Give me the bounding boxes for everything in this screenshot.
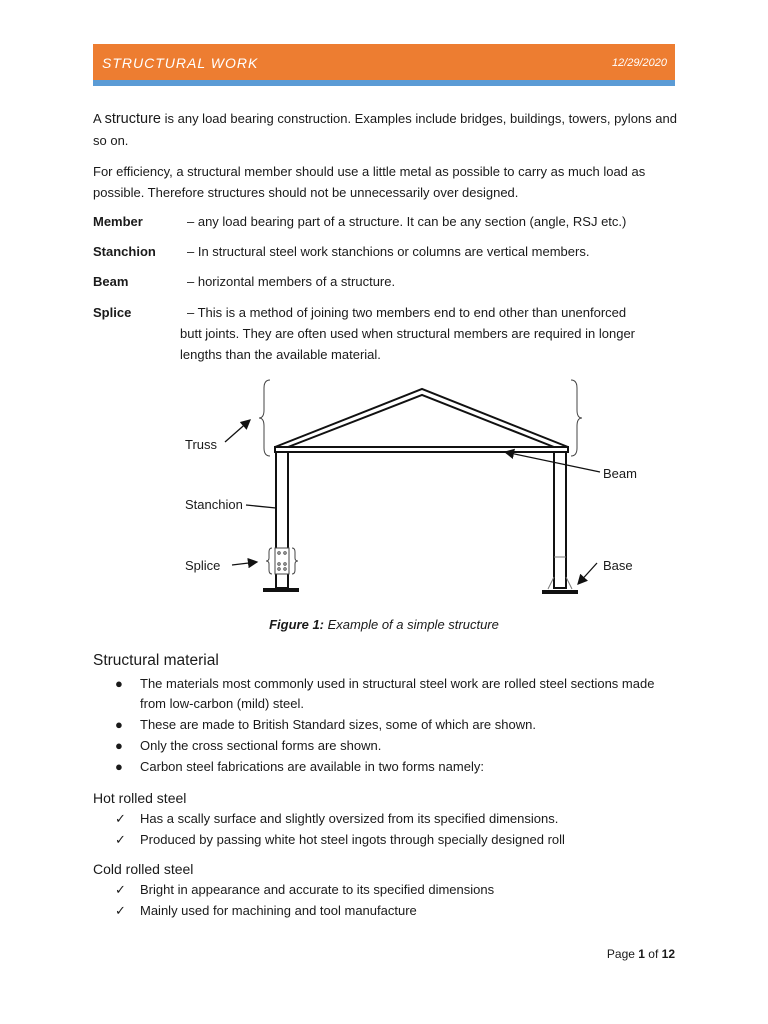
base-arrow [578, 563, 597, 584]
truss-outer [275, 389, 568, 447]
intro-start: A [93, 111, 105, 126]
stanchion-label: Stanchion [185, 497, 243, 512]
hot-rolled-list [93, 809, 683, 851]
checkmark-icon: ✓ [115, 903, 126, 918]
beam-label: Beam [603, 466, 637, 481]
definition-text-continued: butt joints. They are often used when structural members are required in longer lengths than the available material. [180, 326, 635, 362]
bullet-icon: ● [115, 676, 123, 691]
definition-text: – In structural steel work stanchions or columns are vertical members. [187, 244, 590, 259]
section-heading-hot-rolled: Hot rolled steel [93, 790, 187, 806]
structure-figure [170, 372, 650, 612]
header-date: 12/29/2020 [611, 57, 667, 69]
truss-braces [259, 380, 582, 456]
truss-arrow [225, 420, 250, 442]
truss-label: Truss [185, 437, 218, 452]
section-heading-structural-material: Structural material [93, 652, 219, 669]
definition-term: Beam [93, 274, 129, 289]
list-item: ✓ Has a scally surface and slightly oversized from its specified dimensions. [93, 809, 683, 829]
list-item: ✓ Mainly used for machining and tool manufacture [93, 901, 683, 921]
checkmark-icon: ✓ [115, 832, 126, 847]
splice-arrow [232, 562, 257, 565]
beam-arrow [505, 452, 600, 472]
caption-label: Figure 1: [269, 617, 325, 632]
page-total: 12 [661, 947, 675, 961]
bullet-icon: ● [115, 717, 123, 732]
definition-text: – This is a method of joining two members end to end other than unenforced [187, 305, 627, 320]
definition-text: – horizontal members of a structure. [187, 274, 396, 289]
beam-member [275, 447, 568, 452]
definition-term: Stanchion [93, 244, 156, 259]
truss-inner [288, 395, 554, 447]
intro-rest: is any load bearing construction. Examples include bridges, buildings, towers, pylons and so on. [93, 111, 677, 148]
list-item: ✓ Bright in appearance and accurate to its specified dimensions [93, 880, 683, 900]
list-item: ● Only the cross sectional forms are shown. [93, 736, 683, 756]
intro-paragraph-2: For efficiency, a structural member should use a little metal as possible to carry as much load as possible. Therefore structures should not be unnecessarily over designed. [93, 164, 646, 200]
checkmark-icon: ✓ [115, 811, 126, 826]
bullet-icon: ● [115, 759, 123, 774]
right-stanchion [554, 452, 566, 588]
page-header [93, 44, 675, 86]
base-stiffeners [548, 557, 572, 589]
left-base [263, 588, 299, 592]
list-item: ● These are made to British Standard sizes, some of which are shown. [93, 715, 683, 735]
definition-term: Splice [93, 305, 132, 320]
list-item: ● The materials most commonly used in structural steel work are rolled steel sections made from low-carbon (mild) steel. [115, 676, 655, 711]
stanchion-leader [246, 505, 276, 508]
structural-material-list [93, 674, 683, 778]
splice-label: Splice [185, 558, 221, 573]
splice-plate [266, 548, 298, 574]
list-item: ✓ Produced by passing white hot steel ingots through specially designed roll [93, 830, 683, 850]
caption-text: Example of a simple structure [324, 617, 499, 632]
list-item: ● Carbon steel fabrications are available in two forms namely: [93, 757, 683, 777]
definition-term: Member [93, 214, 143, 229]
header-title: STRUCTURAL WORK [102, 55, 259, 71]
page-number: 1 [638, 947, 645, 961]
bullet-icon: ● [115, 738, 123, 753]
base-label: Base [603, 558, 633, 573]
checkmark-icon: ✓ [115, 882, 126, 897]
cold-rolled-list [93, 880, 683, 922]
intro-term: structure [104, 111, 161, 127]
figure-caption [0, 617, 768, 632]
page-footer: Page 1 of 12 [606, 947, 675, 961]
definition-text: – any load bearing part of a structure. It can be any section (angle, RSJ etc.) [187, 214, 627, 229]
right-base [542, 590, 578, 594]
section-heading-cold-rolled: Cold rolled steel [93, 861, 194, 877]
intro-paragraph-1 [93, 108, 683, 151]
